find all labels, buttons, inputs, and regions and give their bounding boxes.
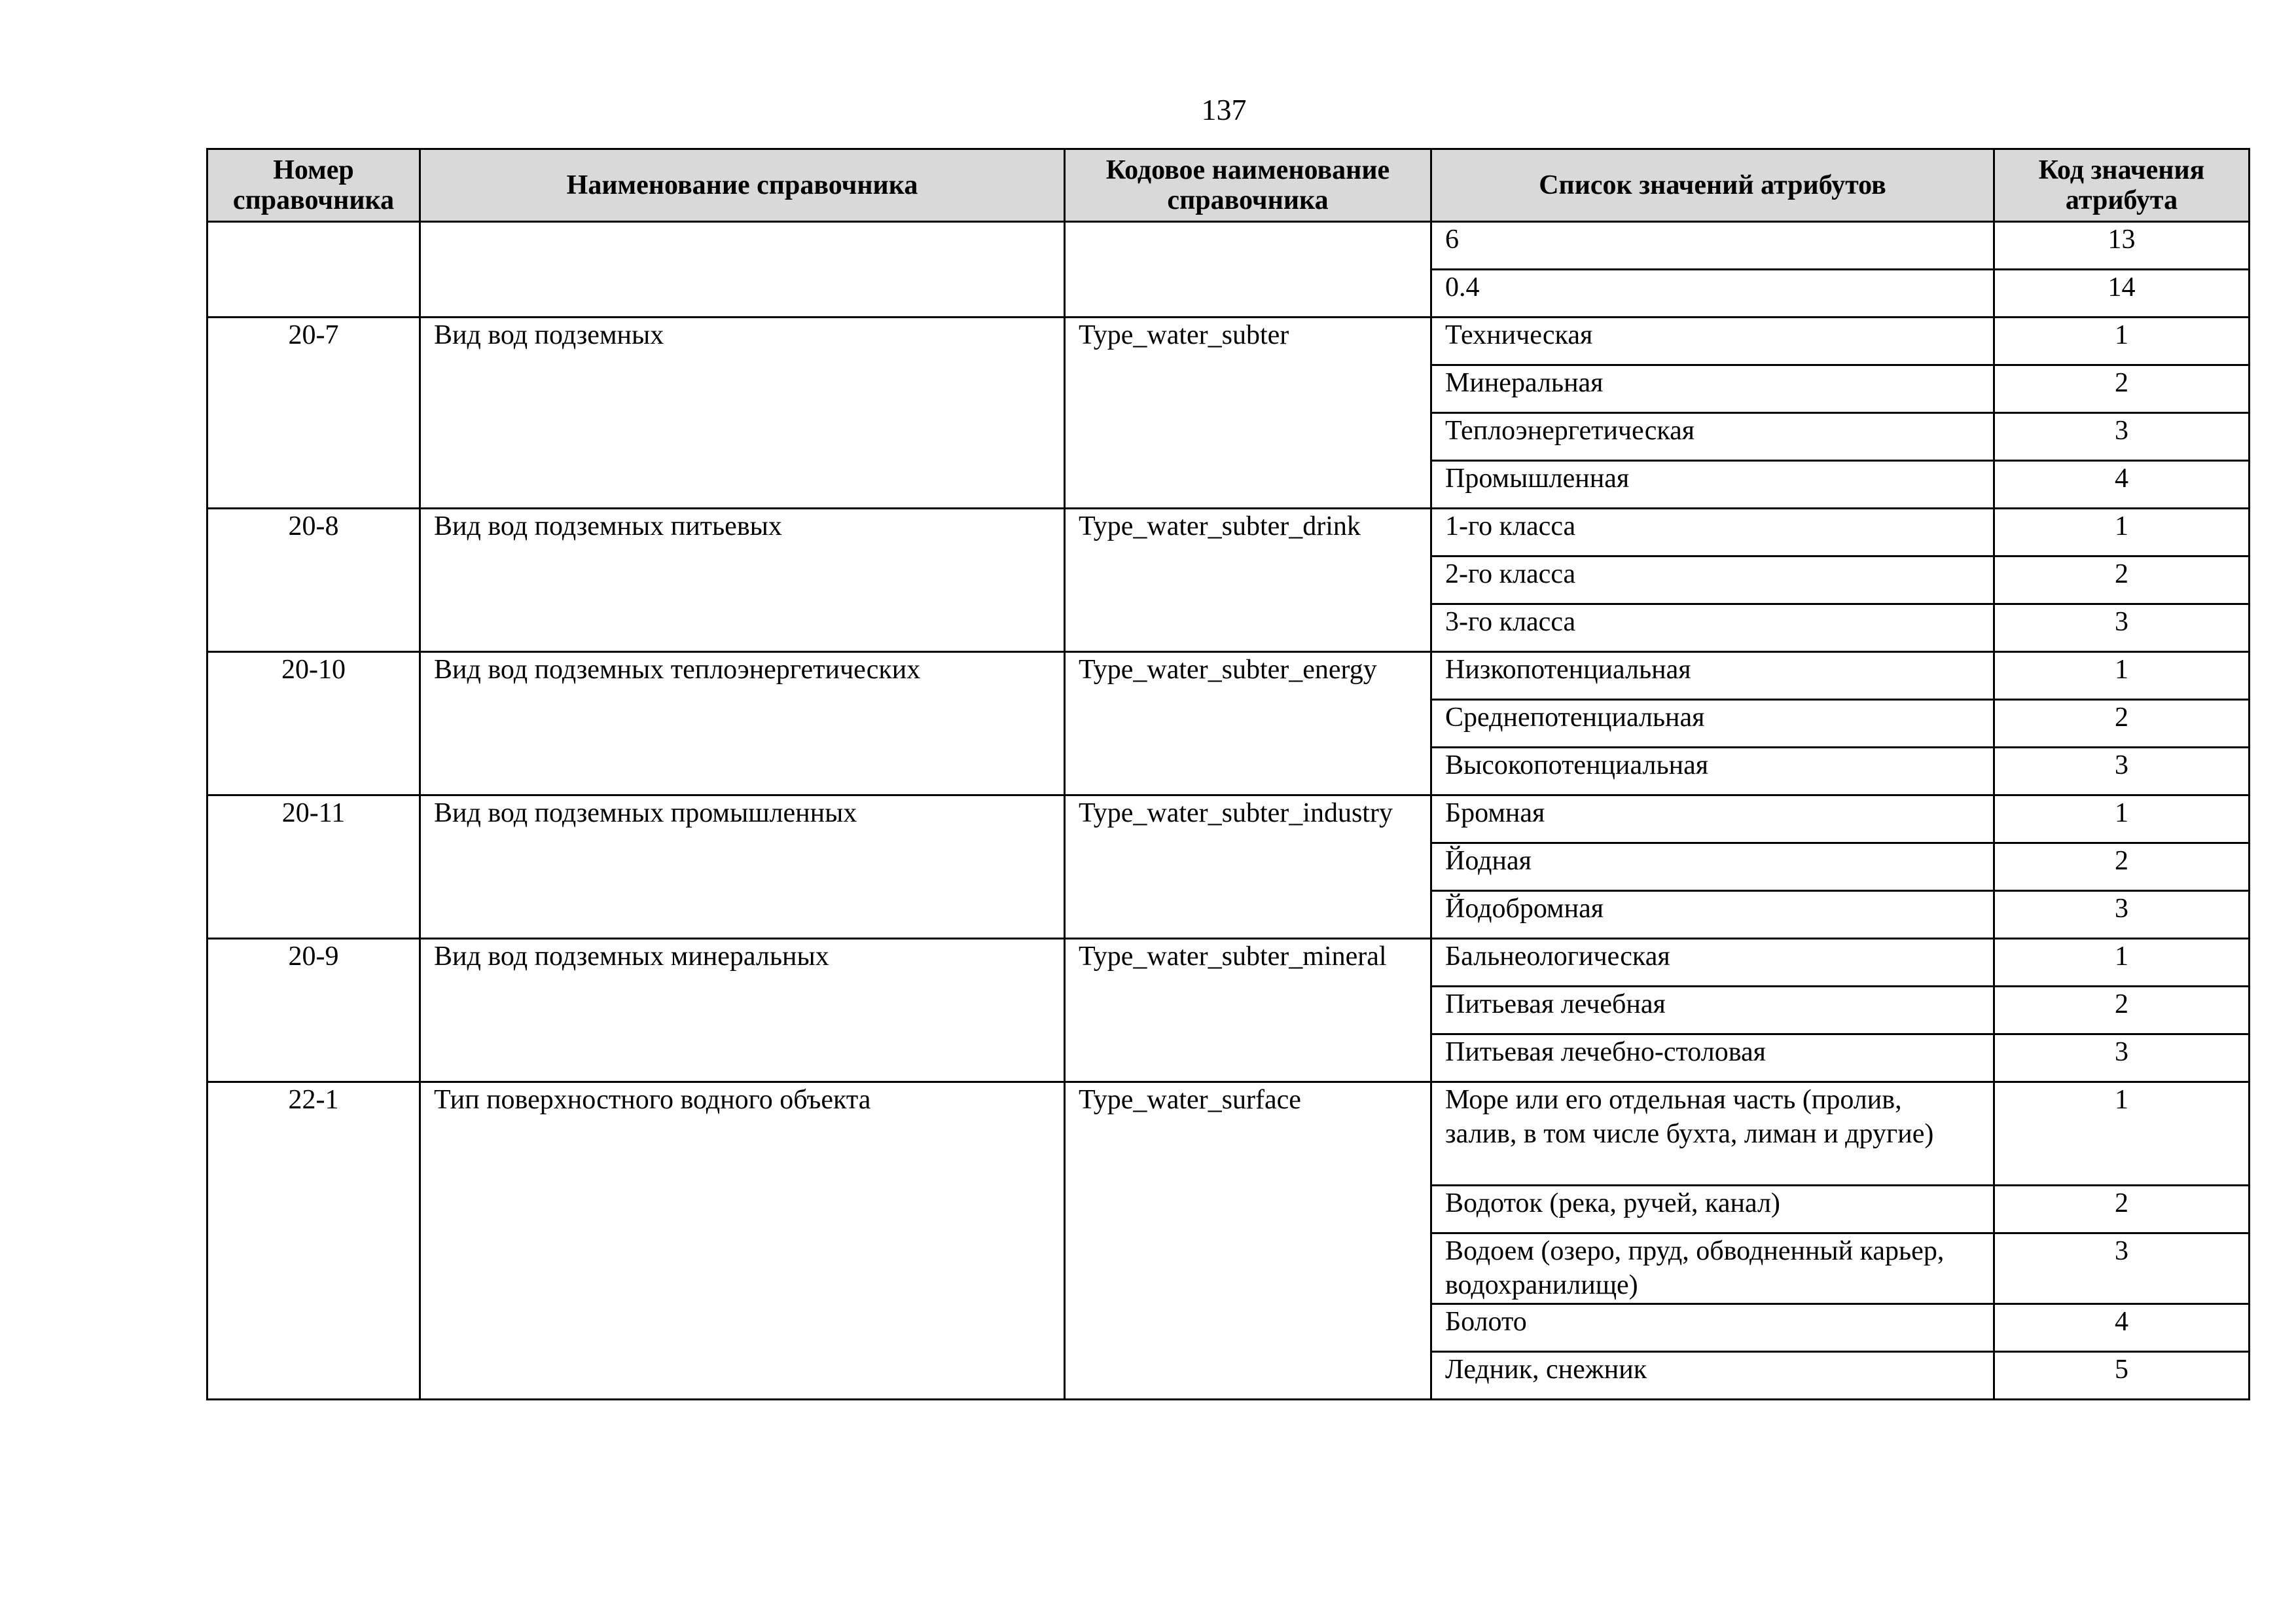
attribute-value: Болото [1431,1304,1994,1352]
reference-number: 20-9 [207,939,420,1082]
reference-code [1065,222,1431,318]
attribute-code: 3 [1994,748,2250,795]
attribute-code: 1 [1994,509,2250,556]
header-row [207,149,2250,222]
table-row [207,939,2250,987]
attribute-value: 1-го класса [1431,509,1994,556]
attribute-code: 3 [1994,1034,2250,1082]
attribute-value: Высокопотенциальная [1431,748,1994,795]
attribute-code: 14 [1994,270,2250,318]
attribute-value: Низкопотенциальная [1431,652,1994,700]
attribute-code: 2 [1994,987,2250,1034]
attribute-code: 3 [1994,1233,2250,1304]
reference-name [420,222,1065,318]
attribute-value: Ледник, снежник [1431,1352,1994,1400]
reference-number: 20-10 [207,652,420,795]
table-row [207,795,2250,843]
reference-table [206,148,2250,1400]
attribute-value: Минеральная [1431,365,1994,413]
header-name: Наименование справочника [420,149,1065,222]
table-row [207,652,2250,700]
attribute-value: Теплоэнергетическая [1431,413,1994,461]
header-values: Список значений атрибутов [1431,149,1994,222]
header-value-code: Код значения атрибута [1994,149,2250,222]
reference-number: 22-1 [207,1082,420,1400]
attribute-value: 3-го класса [1431,604,1994,652]
reference-code: Type_water_subter_industry [1065,795,1431,939]
reference-name: Тип поверхностного водного объекта [420,1082,1065,1400]
attribute-value: 6 [1431,222,1994,270]
attribute-code: 1 [1994,939,2250,987]
attribute-code: 1 [1994,795,2250,843]
attribute-code: 2 [1994,556,2250,604]
reference-name: Вид вод подземных теплоэнергетических [420,652,1065,795]
attribute-code: 1 [1994,1082,2250,1186]
attribute-value: Питьевая лечебно-столовая [1431,1034,1994,1082]
attribute-value: Питьевая лечебная [1431,987,1994,1034]
attribute-value: 0.4 [1431,270,1994,318]
reference-code: Type_water_surface [1065,1082,1431,1400]
attribute-value: Йодобромная [1431,891,1994,939]
attribute-code: 1 [1994,652,2250,700]
attribute-code: 4 [1994,461,2250,509]
reference-number: 20-11 [207,795,420,939]
reference-name: Вид вод подземных минеральных [420,939,1065,1082]
attribute-value: Техническая [1431,318,1994,365]
attribute-code: 2 [1994,365,2250,413]
table-row [207,509,2250,556]
attribute-code: 3 [1994,891,2250,939]
attribute-value: Водоток (река, ручей, канал) [1431,1186,1994,1233]
attribute-code: 4 [1994,1304,2250,1352]
attribute-value: Море или его отдельная часть (пролив, залив, в том числе бухта, лиман и другие) [1431,1082,1994,1186]
attribute-value: Промышленная [1431,461,1994,509]
table-row [207,222,2250,270]
attribute-code: 2 [1994,700,2250,748]
header-code-name: Кодовое наименование справочника [1065,149,1431,222]
reference-code: Type_water_subter_energy [1065,652,1431,795]
reference-number [207,222,420,318]
reference-code: Type_water_subter_drink [1065,509,1431,652]
attribute-code: 13 [1994,222,2250,270]
attribute-code: 3 [1994,413,2250,461]
reference-name: Вид вод подземных [420,318,1065,509]
page-number: 137 [1201,93,1247,126]
attribute-value: 2-го класса [1431,556,1994,604]
reference-name: Вид вод подземных питьевых [420,509,1065,652]
attribute-code: 3 [1994,604,2250,652]
header-number: Номер справочника [207,149,420,222]
reference-number: 20-7 [207,318,420,509]
attribute-value: Бромная [1431,795,1994,843]
reference-code: Type_water_subter_mineral [1065,939,1431,1082]
attribute-code: 2 [1994,843,2250,891]
attribute-code: 5 [1994,1352,2250,1400]
attribute-value: Бальнеологическая [1431,939,1994,987]
table-row [207,1082,2250,1186]
attribute-value: Йодная [1431,843,1994,891]
reference-code: Type_water_subter [1065,318,1431,509]
attribute-value: Водоем (озеро, пруд, обводненный карьер, водохранилище) [1431,1233,1994,1304]
attribute-code: 1 [1994,318,2250,365]
attribute-value: Среднепотенциальная [1431,700,1994,748]
table-row [207,318,2250,365]
attribute-code: 2 [1994,1186,2250,1233]
reference-number: 20-8 [207,509,420,652]
reference-name: Вид вод подземных промышленных [420,795,1065,939]
